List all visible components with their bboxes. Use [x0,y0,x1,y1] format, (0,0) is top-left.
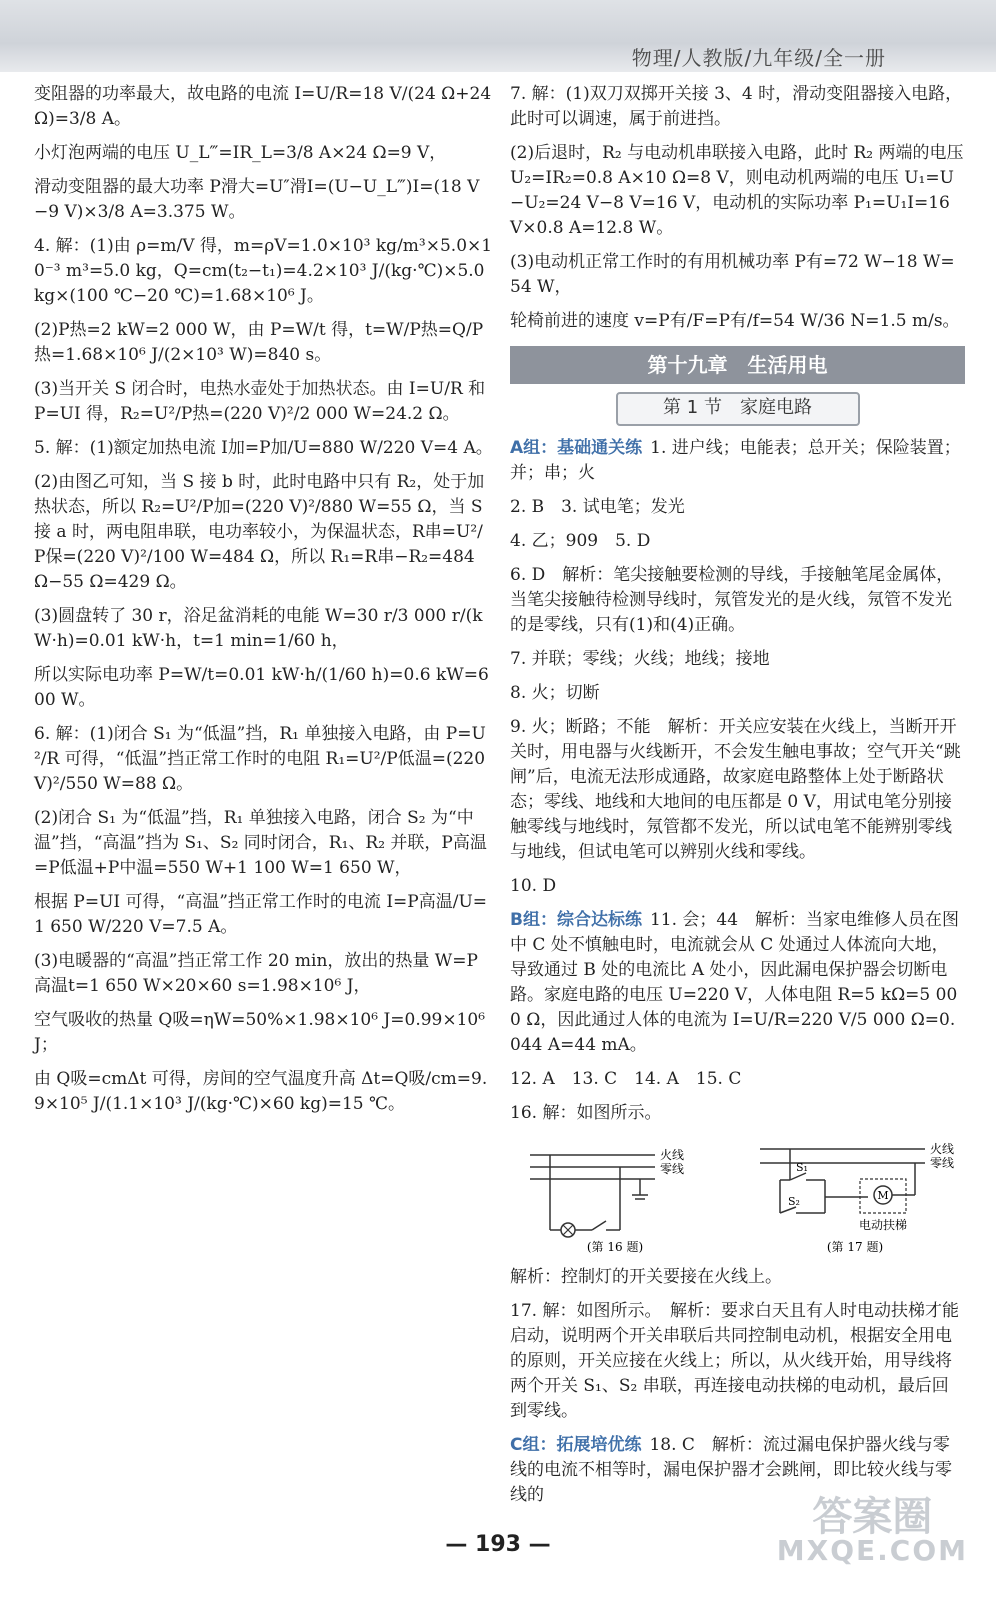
s1-label: S₁ [796,1161,808,1174]
answer-item [510,681,965,706]
left-paragraph: (2)闭合 S₁ 为“低温”挡，R₁ 单独接入电路，闭合 S₂ 为“中温”挡，“高温”挡为 S₁、S₂ 同时闭合，R₁、R₂ 并联，P高温=P低温+P中温=550 W+1 100 W=1 650 W， [34,808,487,878]
live-label: 火线 [660,1148,685,1162]
answer-text: 8. 火；切断 [510,683,600,703]
left-paragraph: (3)当开关 S 闭合时，电热水壶处于加热状态。由 I=U/R 和 P=UI 得，R₂=U²/P热=(220 V)²/2 000 W=24.2 Ω。 [34,379,486,424]
answer-text: 16. 解：如图所示。 [510,1103,662,1123]
right-paragraph: (2)后退时，R₂ 与电动机串联接入电路，此时 R₂ 两端的电压 U₂=IR₂=0.8 A×10 Ω=8 V，则电动机两端的电压 U₁=U−U₂=24 V−8 V=16 V，电动机的实际功率 P₁=U₁I=16 V×0.8 A=12.8 W。 [510,143,964,238]
left-paragraph: 6. 解：(1)闭合 S₁ 为“低温”挡，R₁ 单独接入电路，由 P=U²/R 可得，“低温”挡正常工作时的电阻 R₁=U²/P低温=(220 V)²/550 W=88 Ω。 [34,724,486,794]
left-column [34,82,494,1126]
left-paragraph: 小灯泡两端的电压 U_L‴=IR_L=3/8 A×24 Ω=9 V， [34,143,447,163]
diagram-16-caption: (第 16 题) [586,1240,644,1254]
left-paragraph: (3)圆盘转了 30 r，浴足盆消耗的电能 W=30 r/3 000 r/(kW·h)=0.01 kW·h，t=1 min=1/60 h， [34,606,483,651]
s2-label: S₂ [788,1195,800,1208]
group-label: C组：拓展培优练 [510,1435,642,1455]
left-paragraph: 4. 解：(1)由 ρ=m/V 得，m=ρV=1.0×10³ kg/m³×5.0×10⁻³ m³=5.0 kg，Q=cm(t₂−t₁)=4.2×10³ J/(kg·℃)×5.0 kg×(100 ℃−20 ℃)=1.68×10⁶ J。 [34,236,493,306]
right-paragraph: (3)电动机正常工作时的有用机械功率 P有=72 W−18 W=54 W， [510,252,955,297]
answer-text: 17. 解：如图所示。 解析：要求白天且有人时电动扶梯才能启动，说明两个开关串联后共同控制电动机，根据安全用电的原则，开关应接在火线上；所以，从火线开始，用导线将两个开关 S₁、S₂ 串联，再连接电动扶梯的电动机，最后回到零线。 [510,1301,959,1421]
answer-text: 7. 并联；零线；火线；地线；接地 [510,649,770,669]
answer-text: 11. 会；44 解析：当家电维修人员在图中 C 处不慎触电时，电流就会从 C 处通过人体流向大地，导致通过 B 处的电流比 A 处小，因此漏电保护器会切断电路。家庭电路的电压 U=220 V，人体电阻 R=5 kΩ=5 000 Ω，因此通过人体的电流为 I=U/R=220 V/5 000 Ω=0.044 A=44 mA。 [510,910,960,1055]
header-title: 物理/人教版/九年级/全一册 [631,46,886,70]
answer-text: 18. C 解析：流过漏电保护器火线与零线的电流不相等时，漏电保护器才会跳闸，即比较火线与零线的 [510,1435,952,1505]
switch-icon [592,1221,606,1230]
left-paragraph: 根据 P=UI 可得，“高温”挡正常工作时的电流 I=P高温/U=1 650 W/220 V=7.5 A。 [34,892,488,937]
diagram-17 [750,1135,965,1255]
circuit-diagrams [510,1135,965,1255]
watermark-line1: 答案圈 [812,1494,933,1540]
answer-item [510,495,965,520]
answer-text: 10. D [510,876,557,896]
watermark-line2: MXQE.COM [776,1534,968,1567]
page-number: — 193 — [445,1532,551,1557]
diagram-17-svg [750,1135,960,1255]
answer-item [510,529,965,554]
answer-list-continued [510,1265,965,1508]
answer-text: 4. 乙；909 5. D [510,531,651,551]
answer-item [510,436,965,486]
diagram-16 [510,1135,725,1255]
diagram-17-caption: (第 17 题) [826,1240,884,1254]
left-paragraph: (3)电暖器的“高温”挡正常工作 20 min，放出的热量 W=P高温t=1 650 W×20×60 s=1.98×10⁶ J， [34,951,478,996]
group-label: B组：综合达标练 [510,910,642,930]
chapter-title: 第十九章 生活用电 [510,346,965,384]
left-paragraph: 5. 解：(1)额定加热电流 I加=P加/U=880 W/220 V=4 A。 [34,438,493,458]
answer-item [510,1101,965,1126]
answer-item [510,715,965,865]
left-paragraph: 变阻器的功率最大，故电路的电流 I=U/R=18 V/(24 Ω+24 Ω)=3/8 A。 [34,84,492,129]
answer-item [510,874,965,899]
answer-text: 6. D 解析：笔尖接触要检测的导线，手接触笔尾金属体，当笔尖接触待检测导线时，氖管发光的是火线，氖管不发光的是零线，只有(1)和(4)正确。 [510,565,954,635]
left-paragraph: (2)P热=2 kW=2 000 W，由 P=W/t 得，t=W/P热=Q/P热=1.68×10⁶ J/(2×10³ W)=840 s。 [34,320,484,365]
left-paragraph: (2)由图乙可知，当 S 接 b 时，此时电路中只有 R₂，处于加热状态，所以 R₂=U²/P加=(220 V)²/880 W=55 Ω，当 S 接 a 时，两电阻串联，电功率较小，为保温状态，R串=U²/P保=(220 V)²/100 W=484 Ω，所以 R₁=R串−R₂=484 Ω−55 Ω=429 Ω。 [34,472,485,592]
answer-text: 1. 进户线；电能表；总开关；保险装置；并；串；火 [510,438,961,483]
group-label: A组：基础通关练 [510,438,643,458]
answer-text: 2. B 3. 试电笔；发光 [510,497,685,517]
watermark-logo [776,1494,968,1568]
live-label: 火线 [930,1142,955,1156]
right-paragraph: 轮椅前进的速度 v=P有/F=P有/f=54 W/36 N=1.5 m/s。 [510,311,960,331]
answer-item [510,1265,965,1290]
answer-item [510,563,965,638]
motor-label: M [877,1189,889,1202]
answer-item [510,647,965,672]
answer-item [510,1299,965,1424]
right-column [510,82,965,1517]
neutral-label: 零线 [930,1156,955,1170]
left-paragraph: 空气吸收的热量 Q吸=ηW=50%×1.98×10⁶ J=0.99×10⁶ J； [34,1010,486,1055]
header-band [0,0,996,72]
answer-text: 12. A 13. C 14. A 15. C [510,1069,742,1089]
left-paragraph: 由 Q吸=cmΔt 可得，房间的空气温度升高 Δt=Q吸/cm=9.9×10⁵ J/(1.1×10³ J/(kg·℃)×60 kg)=15 ℃。 [34,1069,488,1114]
answer-item [510,1067,965,1092]
switch-icon [790,1173,806,1180]
answer-list [510,436,965,1126]
diagram-16-svg [510,1135,720,1255]
left-paragraph: 所以实际电功率 P=W/t=0.01 kW·h/(1/60 h)=0.6 kW=600 W。 [34,665,489,710]
neutral-label: 零线 [660,1162,685,1176]
section-title: 第 1 节 家庭电路 [616,392,860,426]
answer-text: 解析：控制灯的开关要接在火线上。 [510,1267,782,1287]
answer-text: 9. 火；断路；不能 解析：开关应安装在火线上，当断开开关时，用电器与火线断开，不会发生触电事故；空气开关“跳闸”后，电流无法形成通路，故家庭电路整体上处于断路状态；零线、地线和大地间的电压都是 0 V，用试电笔分别接触零线与地线时，氖管都不发光，所以试电笔不能辨别零线与地线，但试电笔可以辨别火线和零线。 [510,717,961,862]
answer-item [510,908,965,1058]
left-paragraph: 滑动变阻器的最大功率 P滑大=U″滑I=(U−U_L‴)I=(18 V−9 V)×3/8 A=3.375 W。 [34,177,480,222]
escalator-label: 电动扶梯 [858,1218,908,1232]
right-paragraph: 7. 解：(1)双刀双掷开关接 3、4 时，滑动变阻器接入电路，此时可以调速，属于前进挡。 [510,84,963,129]
